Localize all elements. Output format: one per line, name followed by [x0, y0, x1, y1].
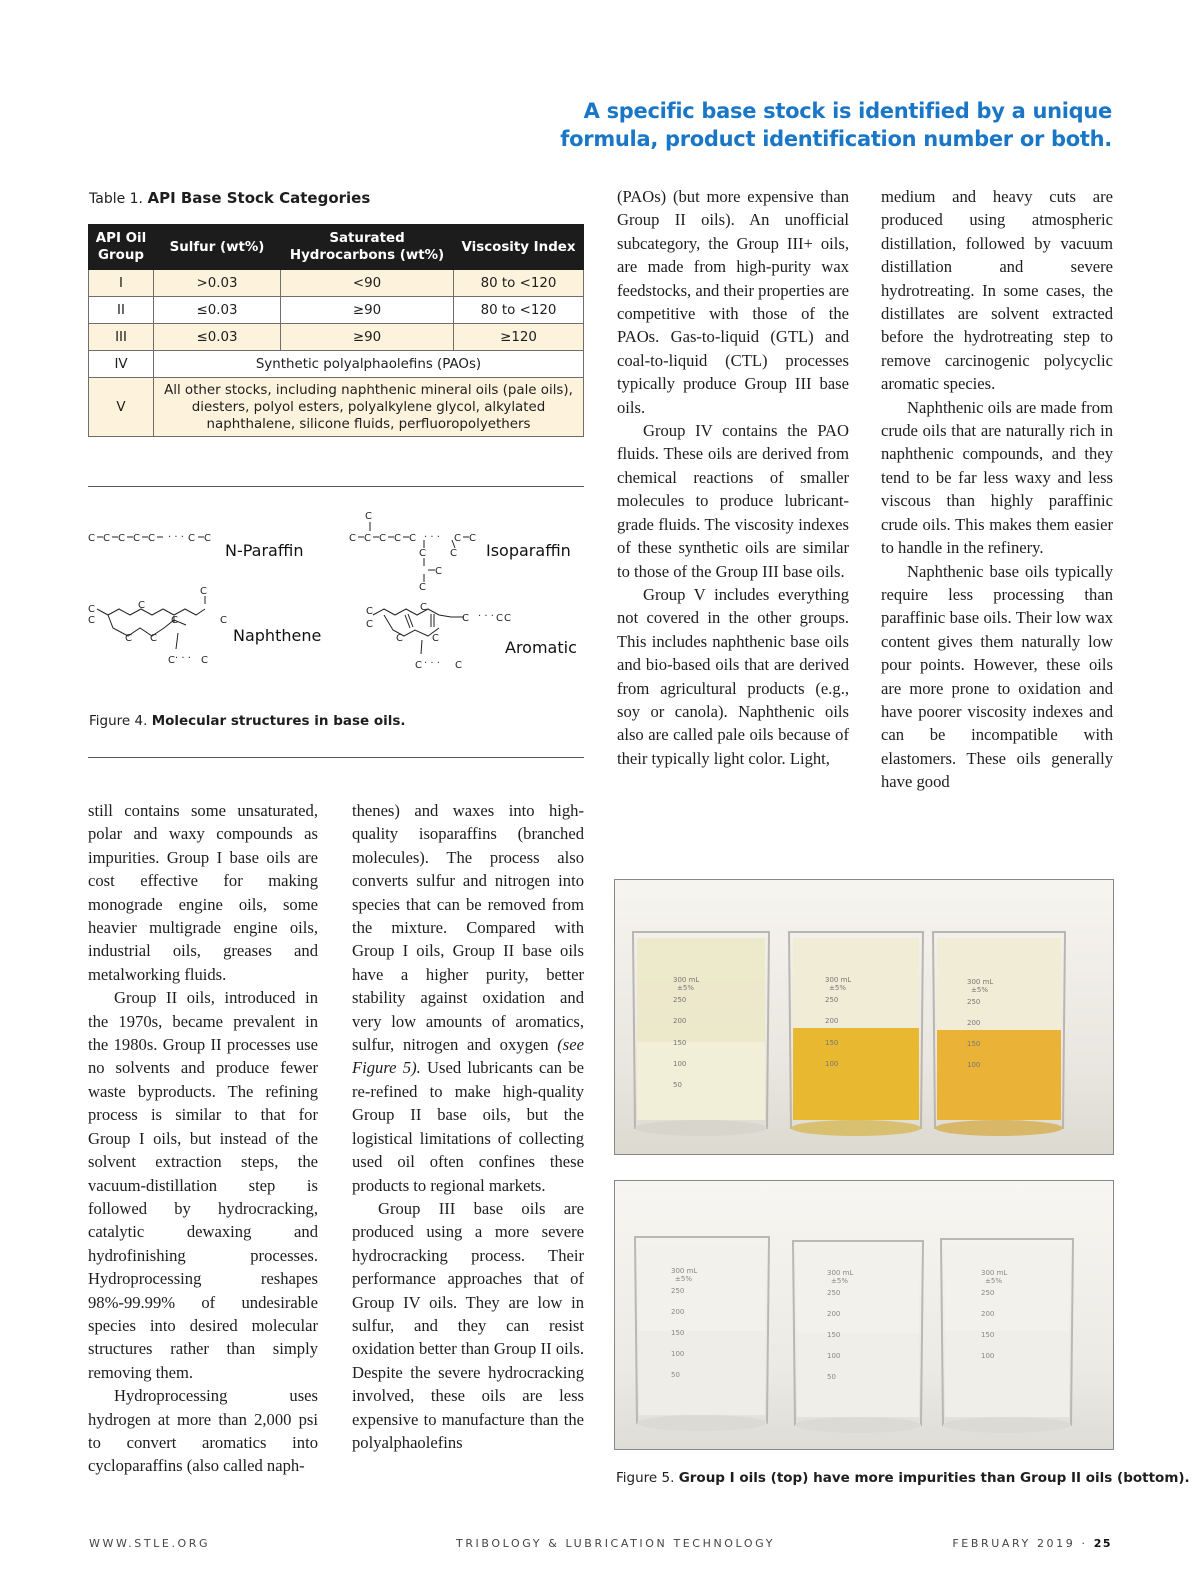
table-label: Table 1. — [89, 191, 144, 207]
header-viscosity: Viscosity Index — [454, 225, 584, 270]
paragraph: (PAOs) (but more expensive than Group II oils). An unofficial subcategory, the Group III+ oils, are made from high-purity wax feedstocks, and their properties are competitive with those of the PAOs. Gas-to-liquid (GTL) and coal-to-liquid (CTL) processes typically produce Group III base oils. — [617, 187, 849, 417]
carbon-atom: C — [504, 613, 511, 624]
carbon-atom: C — [125, 633, 132, 644]
cell-sulfur: ≤0.03 — [154, 297, 281, 324]
beaker-graduation: 150 — [981, 1331, 995, 1339]
carbon-atom: C — [220, 615, 227, 626]
carbon-atom: C — [462, 613, 469, 624]
figure-5-text: Group I oils (top) have more impurities than Group II oils (bottom). — [678, 1470, 1190, 1486]
cell-group: V — [89, 378, 154, 437]
beaker-graduation: 150 — [827, 1331, 841, 1339]
cell-description: All other stocks, including naphthenic mineral oils (pale oils), diesters, polyol esters, polyalkylene glycol, alkylated naphthalene, silicone fluids, perfluoropolyethers — [154, 378, 584, 437]
beaker-graduation: 100 — [673, 1060, 687, 1068]
carbon-atom: C — [171, 615, 178, 626]
beaker-2 — [789, 932, 923, 1136]
atom-labels — [88, 511, 511, 671]
carbon-atom: C — [201, 655, 208, 666]
beaker-graduation: 250 — [827, 1289, 841, 1297]
beaker-3 — [933, 932, 1065, 1136]
table-row — [89, 324, 584, 351]
table-row — [89, 270, 584, 297]
table-row — [89, 297, 584, 324]
paragraph: Group III base oils are produced using a more severe hydrocracking process. Their performance approaches that of Group IV oils. They are low in sulfur, and they can resist oxidation better than Group II oils. Despite the severe hydrocracking involved, these oils are less expensive to manufacture than the polyalphaolefins — [352, 1198, 584, 1452]
paragraph: Group IV contains the PAO fluids. These oils are derived from chemical reactions of smaller molecules to produce lubricant-grade fluids. The viscosity indexes of these synthetic oils are similar to those of the Group III base oils. — [617, 421, 849, 581]
beaker-4 — [635, 1237, 769, 1431]
carbon-atom: C — [496, 613, 503, 624]
beaker-graduation: 100 — [981, 1352, 995, 1360]
carbon-atom: C — [409, 533, 416, 544]
photo-group-1-oils — [614, 879, 1114, 1155]
paragraph — [352, 799, 584, 1197]
carbon-atom: C — [366, 619, 373, 630]
table-row — [89, 378, 584, 437]
table-header-row — [89, 225, 584, 270]
carbon-atom: C — [148, 533, 155, 544]
header-saturated: Saturated Hydrocarbons (wt%) — [281, 225, 454, 270]
beaker-graduation: ±5% — [831, 1277, 848, 1285]
header-api-group: API Oil Group — [89, 225, 154, 270]
header-sulfur: Sulfur (wt%) — [154, 225, 281, 270]
footer-separator: · — [1081, 1537, 1088, 1550]
cell-description: Synthetic polyalphaolefins (PAOs) — [154, 351, 584, 378]
label-aromatic: Aromatic — [505, 638, 577, 657]
carbon-atom: C — [432, 633, 439, 644]
cell-saturated: <90 — [281, 270, 454, 297]
photo-group-2-oils — [614, 1180, 1114, 1450]
api-base-stock-table — [88, 224, 584, 437]
figure-4-label: Figure 4. — [89, 713, 148, 729]
carbon-atom: C — [88, 615, 95, 626]
beaker-graduation: 300 mL — [967, 978, 994, 986]
divider — [88, 486, 584, 487]
footer-date-page — [952, 1537, 1112, 1550]
body-column-4 — [881, 185, 1113, 794]
carbon-atom: C — [394, 533, 401, 544]
carbon-atom: C — [435, 566, 442, 577]
body-column-2 — [352, 799, 584, 1454]
table-row — [89, 351, 584, 378]
beaker-graduation: ±5% — [971, 986, 988, 994]
beaker-graduation: 200 — [981, 1310, 995, 1318]
carbon-atom: C — [365, 511, 372, 522]
beaker-graduation: ±5% — [829, 984, 846, 992]
cell-viscosity: 80 to <120 — [454, 297, 584, 324]
figure-5-caption — [616, 1470, 1190, 1486]
beaker-graduation: 250 — [967, 998, 981, 1006]
carbon-atom: C — [200, 586, 207, 597]
molecule-diagram — [88, 500, 584, 700]
footer-publication: TRIBOLOGY & LUBRICATION TECHNOLOGY — [456, 1537, 776, 1550]
carbon-atom: C — [415, 660, 422, 671]
label-n-paraffin: N-Paraffin — [225, 541, 304, 560]
beaker-graduation: 50 — [673, 1081, 682, 1089]
beaker-graduation: 300 mL — [671, 1267, 698, 1275]
cell-viscosity: 80 to <120 — [454, 270, 584, 297]
beaker-graduation: 100 — [671, 1350, 685, 1358]
figure-reference: (see Figure 5). — [352, 1035, 584, 1078]
carbon-atom: C — [469, 533, 476, 544]
paragraph: Naphthenic oils are made from crude oils that are naturally rich in naphthenic compounds, and they tend to be far less waxy and less viscous than highly paraffinic crude oils. This makes them easier to handle in the refinery. — [881, 397, 1113, 558]
carbon-atom: C — [366, 606, 373, 617]
beaker-graduation: 200 — [827, 1310, 841, 1318]
carbon-atom: C — [103, 533, 110, 544]
beaker-graduation: 250 — [671, 1287, 685, 1295]
text-span: thenes) and waxes into high-quality isoparaffins (branched molecules). The process also converts sulfur and nitrogen into species that can be removed from the mixture. Compared with Group I oils, Group II base oils have a higher purity, better stability against oxidation and very low amounts of aromatics, sulfur, nitrogen and oxygen — [352, 801, 584, 1055]
carbon-atom: C — [454, 533, 461, 544]
beaker-graduation: 250 — [981, 1289, 995, 1297]
table-title: API Base Stock Categories — [147, 189, 371, 207]
beaker-graduation: 100 — [827, 1352, 841, 1360]
body-column-1 — [88, 799, 318, 1478]
table-caption — [89, 189, 370, 207]
figure-4-molecules — [88, 500, 584, 700]
carbon-atom: C — [450, 548, 457, 559]
pull-quote: A specific base stock is identified by a unique formula, product identification number or both. — [560, 99, 1112, 151]
beaker-graduation: 200 — [967, 1019, 981, 1027]
carbon-atom: C — [118, 533, 125, 544]
paragraph: still contains some unsaturated, polar and waxy compounds as impurities. Group I base oils are cost effective for making monograde engine oils, some heavier multigrade engine oils, industrial oils, greases and metalworking fluids. — [88, 801, 318, 984]
beaker-graduation: 200 — [825, 1017, 839, 1025]
beaker-graduation: 100 — [825, 1060, 839, 1068]
carbon-atom: C — [419, 548, 426, 559]
beaker-graduation: 250 — [825, 996, 839, 1004]
cell-group: I — [89, 270, 154, 297]
beakers-bottom — [615, 1181, 1113, 1449]
beaker-graduation: 300 mL — [673, 976, 700, 984]
cell-group: IV — [89, 351, 154, 378]
label-naphthene: Naphthene — [233, 626, 322, 645]
body-column-3 — [617, 185, 849, 770]
figure-4-caption — [89, 713, 406, 729]
beaker-graduation: 150 — [671, 1329, 685, 1337]
beaker-graduation: ±5% — [985, 1277, 1002, 1285]
carbon-atom: C — [168, 655, 175, 666]
beaker-graduation: 50 — [671, 1371, 680, 1379]
carbon-atom: C — [349, 533, 356, 544]
beaker-graduation: 300 mL — [827, 1269, 854, 1277]
cell-sulfur: >0.03 — [154, 270, 281, 297]
paragraph: medium and heavy cuts are produced using atmospheric distillation, followed by vacuum distillation and severe hydrotreating. In some cases, the distillates are solvent extracted before the hydrotreating step to remove carcinogenic polycyclic aromatic species. — [881, 187, 1113, 394]
figure-5-label: Figure 5. — [616, 1470, 675, 1486]
cell-viscosity: ≥120 — [454, 324, 584, 351]
iso-dots: · · · — [424, 532, 440, 543]
carbon-atom: C — [379, 533, 386, 544]
cell-group: II — [89, 297, 154, 324]
beaker-graduation: 300 mL — [825, 976, 852, 984]
beaker-graduation: 300 mL — [981, 1269, 1008, 1277]
footer-website: WWW.STLE.ORG — [89, 1537, 211, 1550]
carbon-atom: C — [419, 582, 426, 593]
cell-sulfur: ≤0.03 — [154, 324, 281, 351]
beaker-graduation: 50 — [827, 1373, 836, 1381]
beaker-graduation: 200 — [673, 1017, 687, 1025]
paragraph: Group II oils, introduced in the 1970s, became prevalent in the 1980s. Group II processes use no solvents and produce fewer waste byproducts. The refining process is similar to that for Group I oils, but instead of the solvent extraction steps, the vacuum-distillation step is followed by hydrocracking, catalytic dewaxing and hydrofinishing processes. Hydroprocessing reshapes 98%-99.99% of undesirable species into desired molecular structures rather than simply removing them. — [88, 988, 318, 1382]
carbon-atom: C — [138, 600, 145, 611]
divider — [88, 757, 584, 758]
beaker-graduation: 150 — [673, 1039, 687, 1047]
carbon-atom: C — [88, 533, 95, 544]
text-span: Used lubricants can be re-refined to make high-quality Group II base oils, but the logistical limitations of collecting used oil often confines these products to regional markets. — [352, 1058, 584, 1195]
beaker-graduation: 200 — [671, 1308, 685, 1316]
beaker-1 — [633, 932, 769, 1136]
page-number: 25 — [1093, 1537, 1112, 1550]
carbon-atom: C — [204, 533, 211, 544]
beaker-graduation: ±5% — [677, 984, 694, 992]
beaker-5 — [793, 1241, 923, 1433]
cell-saturated: ≥90 — [281, 297, 454, 324]
beaker-graduation: 150 — [967, 1040, 981, 1048]
carbon-atom: C — [150, 633, 157, 644]
carbon-atom: C — [133, 533, 140, 544]
paraffin-dots: · · · — [168, 532, 184, 543]
beaker-graduation: 100 — [967, 1061, 981, 1069]
aromatic-dots-2: · · · — [478, 611, 494, 622]
carbon-atom: C — [455, 660, 462, 671]
paragraph: Group V includes everything not covered in the other groups. This includes naphthenic base oils and bio-based oils that are derived from agricultural products (e.g., soy or canola). Naphthenic oils also are called pale oils because of their typically light color. Light, — [617, 584, 849, 768]
carbon-atom: C — [188, 533, 195, 544]
label-isoparaffin: Isoparaffin — [486, 541, 571, 560]
paragraph: Hydroprocessing uses hydrogen at more than 2,000 psi to convert aromatics into cycloparaffins (also called naph- — [88, 1386, 318, 1476]
cell-saturated: ≥90 — [281, 324, 454, 351]
beaker-graduation: ±5% — [675, 1275, 692, 1283]
carbon-atom: C — [420, 602, 427, 613]
carbon-atom: C — [396, 633, 403, 644]
carbon-atom: C — [88, 604, 95, 615]
naphthene-dots: · · · — [175, 653, 191, 664]
aromatic-dots: · · · — [424, 658, 440, 669]
beakers-top — [615, 880, 1113, 1154]
carbon-atom: C — [364, 533, 371, 544]
paragraph: Naphthenic base oils typically require less processing than paraffinic base oils. Their low wax content gives them naturally low pour points. However, these oils are more prone to oxidation and have poorer viscosity indexes and can be incompatible with elastomers. These oils generally have good — [881, 561, 1113, 792]
beaker-graduation: 250 — [673, 996, 687, 1004]
footer-date: FEBRUARY 2019 — [952, 1537, 1076, 1550]
beaker-graduation: 150 — [825, 1039, 839, 1047]
figure-4-text: Molecular structures in base oils. — [151, 713, 406, 729]
cell-group: III — [89, 324, 154, 351]
